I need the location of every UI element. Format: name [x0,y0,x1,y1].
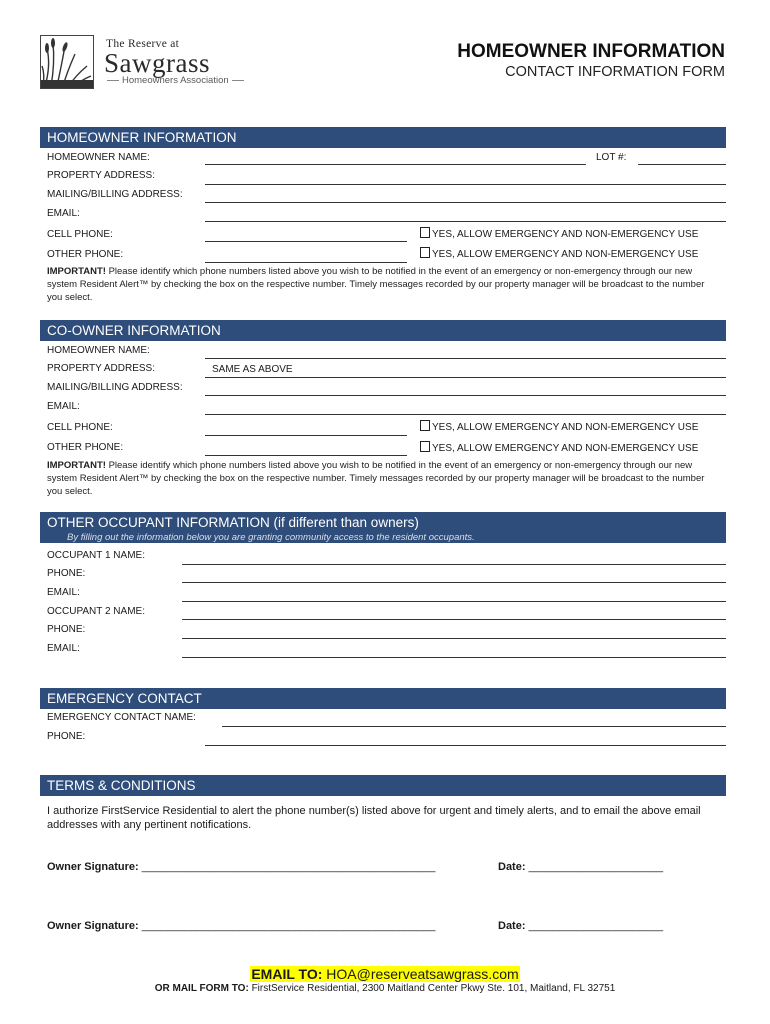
logo-top-text: The Reserve at [106,38,180,50]
section-homeowner-header [40,127,726,148]
section-coowner-title: CO-OWNER INFORMATION [47,323,221,338]
emergency-phone-label: PHONE: [47,731,86,742]
coowner-mailing-label: MAILING/BILLING ADDRESS: [47,382,183,393]
emergency-name-label: EMERGENCY CONTACT NAME: [47,712,196,723]
important-label: IMPORTANT! [47,460,106,471]
cell-consent-checkbox[interactable] [420,227,698,240]
section-occupant-title: OTHER OCCUPANT INFORMATION (if different than owners) [47,515,419,530]
date-1[interactable] [498,861,663,873]
section-homeowner-title: HOMEOWNER INFORMATION [47,130,237,145]
coowner-property-label: PROPERTY ADDRESS: [47,363,155,374]
coowner-cell-consent-label: YES, ALLOW EMERGENCY AND NON-EMERGENCY USE [432,422,699,433]
occupant1-phone-field[interactable] [182,582,726,583]
page-subtitle: CONTACT INFORMATION FORM [505,64,725,80]
section-terms-header [40,775,726,796]
coowner-other-consent-label: YES, ALLOW EMERGENCY AND NON-EMERGENCY USE [432,443,699,454]
section-terms-title: TERMS & CONDITIONS [47,778,196,793]
occupant1-email-label: EMAIL: [47,587,80,598]
occupant2-name-field[interactable] [182,619,726,620]
owner-signature-2[interactable] [47,920,435,932]
email-field[interactable] [205,221,726,222]
email-label: EMAIL: [47,208,80,219]
coowner-email-label: EMAIL: [47,401,80,412]
coowner-name-label: HOMEOWNER NAME: [47,345,150,356]
occupant2-name-label: OCCUPANT 2 NAME: [47,606,145,617]
email-address-link[interactable]: HOA@reserveatsawgrass.com [326,966,519,982]
checkbox-icon[interactable] [420,247,430,258]
other-phone-field[interactable] [205,262,407,263]
checkbox-icon[interactable] [420,420,430,431]
section-occupant-header [40,512,726,543]
cell-consent-label: YES, ALLOW EMERGENCY AND NON-EMERGENCY USE [432,229,699,240]
occupant2-phone-label: PHONE: [47,624,86,635]
coowner-property-field[interactable] [205,377,726,378]
terms-text: I authorize FirstService Residential to alert the phone number(s) listed above for urgent and timely alerts, and to email the above email addresses with any pertinent notifications. [47,805,701,831]
emergency-phone-field[interactable] [205,745,726,746]
coowner-other-field[interactable] [205,455,407,456]
occupant1-name-label: OCCUPANT 1 NAME: [47,550,145,561]
section-occupant-subtitle: By filling out the information below you are granting community access to the resident occupants. [67,532,475,543]
other-phone-label: OTHER PHONE: [47,249,124,260]
section-emergency-header [40,688,726,709]
homeowner-important-note [47,265,717,304]
occupant1-name-field[interactable] [182,564,726,565]
mail-to-label: OR MAIL FORM TO: [154,983,249,994]
homeowner-name-field[interactable] [205,164,586,165]
owner-signature-1-label: Owner Signature: [47,861,139,873]
other-consent-label: YES, ALLOW EMERGENCY AND NON-EMERGENCY USE [432,249,699,260]
important-text: Please identify which phone numbers listed above you wish to be notified in the event of an emergency or non-emergency through our new system Resident Alert™ by checking the box on the respective number. Timely messages recorded by our property manager will be broadcast to the number you select. [47,266,705,303]
coowner-important-note [47,459,717,498]
owner-signature-2-line[interactable]: ________________________________________________ [141,920,436,932]
property-address-field[interactable] [205,184,726,185]
page-title: HOMEOWNER INFORMATION [457,41,725,62]
lot-label: LOT #: [596,152,627,163]
coowner-name-field[interactable] [205,358,726,359]
logo-sub-text [104,75,247,86]
email-to-label: EMAIL TO: [251,966,323,982]
mail-address: FirstService Residential, 2300 Maitland Center Pkwy Ste. 101, Maitland, FL 32751 [251,983,616,994]
occupant1-email-field[interactable] [182,601,726,602]
lot-field[interactable] [638,164,726,165]
checkbox-icon[interactable] [420,441,430,452]
cell-phone-field[interactable] [205,241,407,242]
coowner-other-consent-checkbox[interactable] [420,441,698,454]
emergency-name-field[interactable] [222,726,726,727]
logo-sub-label: Homeowners Association [122,75,229,86]
occupant2-phone-field[interactable] [182,638,726,639]
other-consent-checkbox[interactable] [420,247,698,260]
occupant2-email-label: EMAIL: [47,643,80,654]
logo-grass-icon [40,35,94,89]
occupant2-email-field[interactable] [182,657,726,658]
occupant1-phone-label: PHONE: [47,568,86,579]
date-2-line[interactable]: ______________________ [528,920,664,932]
coowner-cell-label: CELL PHONE: [47,422,113,433]
property-address-label: PROPERTY ADDRESS: [47,170,155,181]
important-text: Please identify which phone numbers listed above you wish to be notified in the event of an emergency or non-emergency through our new system Resident Alert™ by checking the box on the respective number. Timely messages recorded by our property manager will be broadcast to the number you select. [47,460,705,497]
date-1-label: Date: [498,861,526,873]
coowner-cell-field[interactable] [205,435,407,436]
mail-to-line [0,983,770,994]
coowner-email-field[interactable] [205,414,726,415]
date-1-line[interactable]: ______________________ [528,861,664,873]
owner-signature-2-label: Owner Signature: [47,920,139,932]
logo-main-text: Sawgrass [104,48,210,78]
checkbox-icon[interactable] [420,227,430,238]
cell-phone-label: CELL PHONE: [47,229,113,240]
owner-signature-1[interactable] [47,861,435,873]
coowner-other-label: OTHER PHONE: [47,442,124,453]
mailing-address-label: MAILING/BILLING ADDRESS: [47,189,183,200]
owner-signature-1-line[interactable]: ________________________________________________ [141,861,436,873]
date-2[interactable] [498,920,663,932]
email-to-line [0,966,770,982]
coowner-mailing-field[interactable] [205,395,726,396]
coowner-property-value[interactable]: SAME AS ABOVE [212,364,293,375]
section-coowner-header [40,320,726,341]
section-emergency-title: EMERGENCY CONTACT [47,691,202,706]
mailing-address-field[interactable] [205,202,726,203]
date-2-label: Date: [498,920,526,932]
homeowner-name-label: HOMEOWNER NAME: [47,152,150,163]
important-label: IMPORTANT! [47,266,106,277]
coowner-cell-consent-checkbox[interactable] [420,420,698,433]
